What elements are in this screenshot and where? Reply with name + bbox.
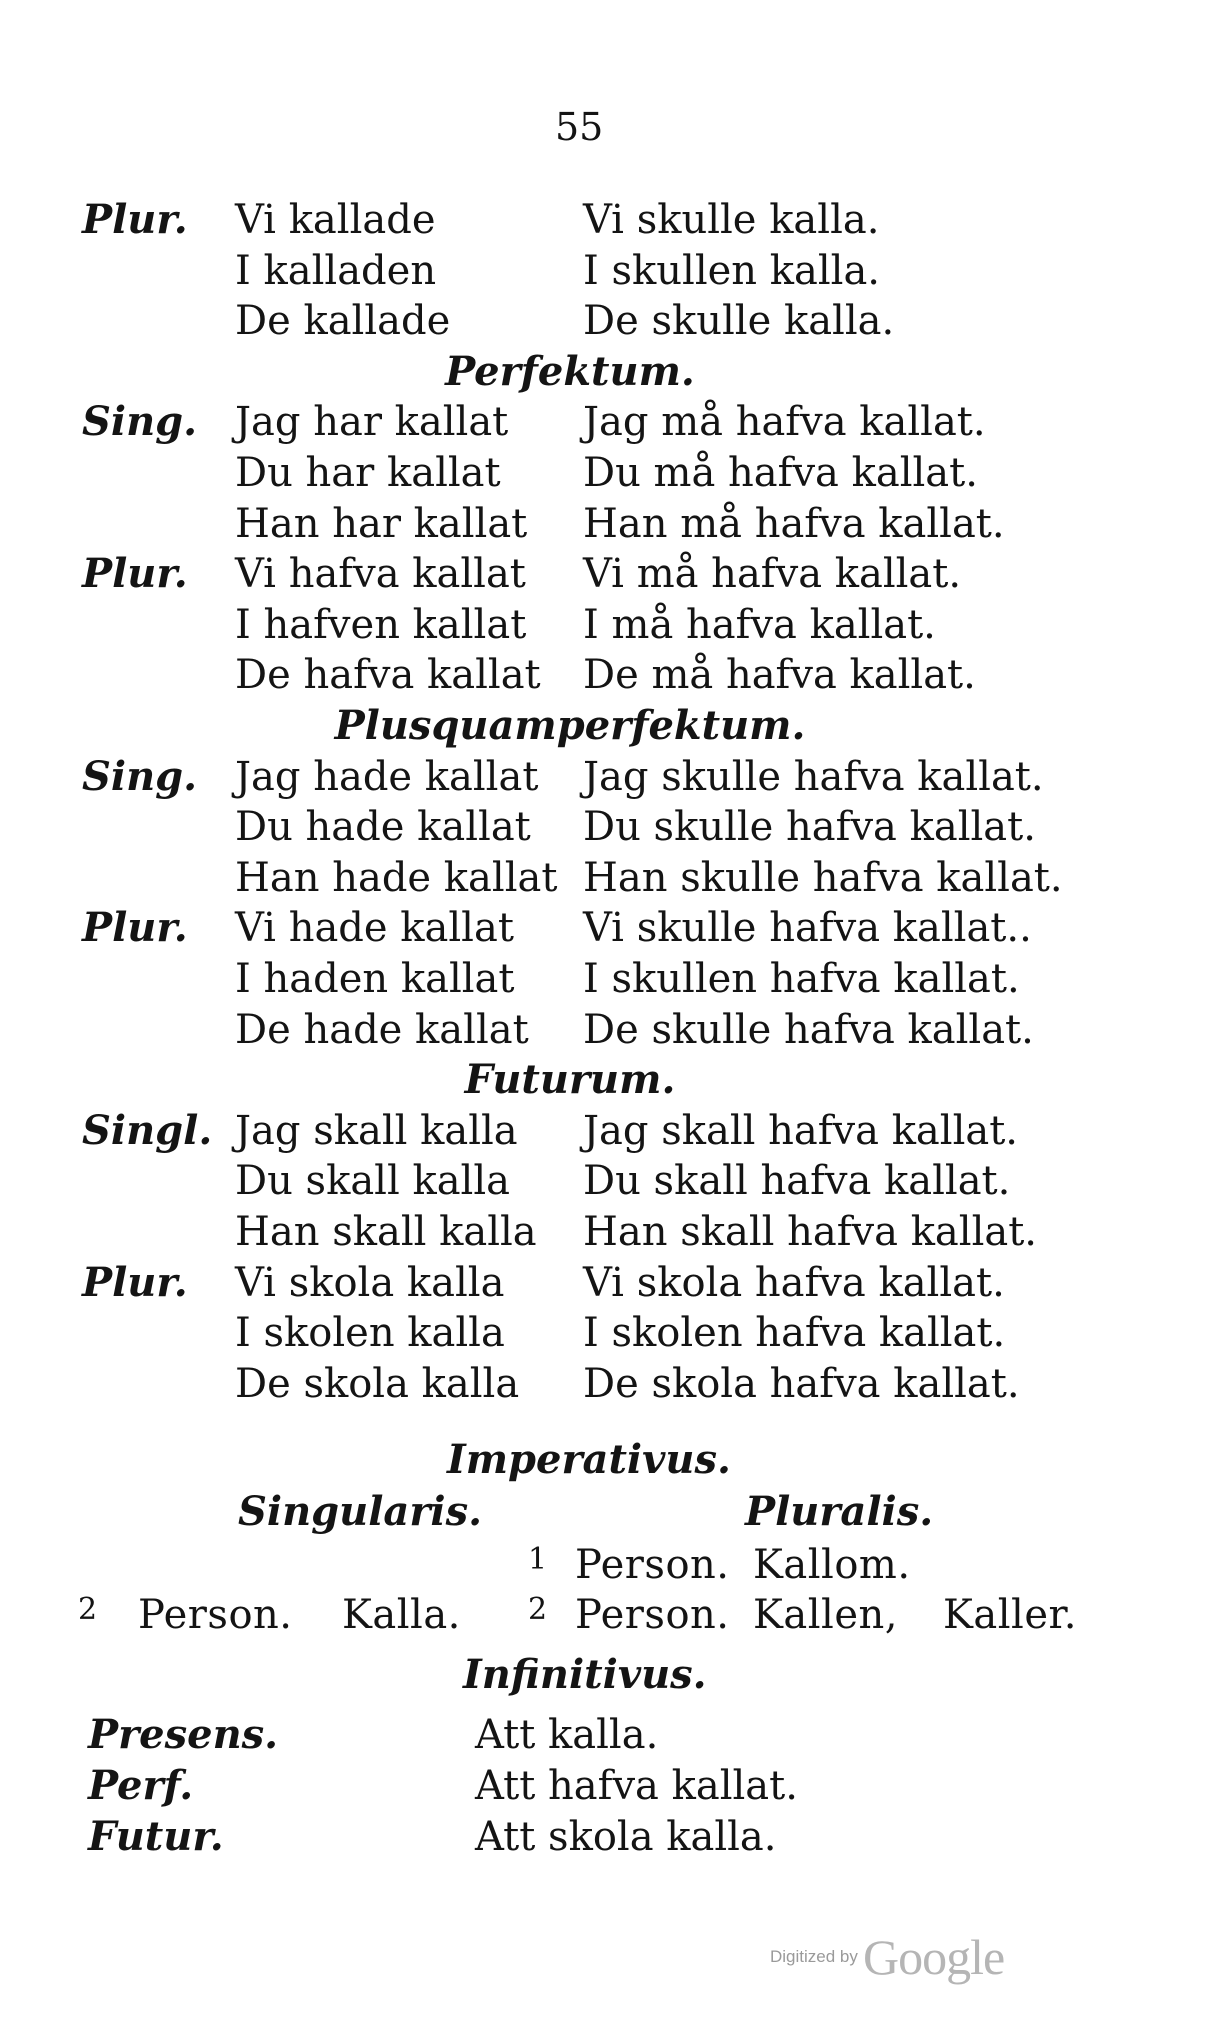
pluralis-heading: Pluralis. xyxy=(745,1488,934,1535)
tense-heading xyxy=(0,348,1222,402)
form-left: I haden kallat xyxy=(235,956,515,1002)
form-left: I kalladen xyxy=(235,248,437,294)
conjugation-row xyxy=(0,652,1222,705)
form-right: Du skall hafva kallat. xyxy=(583,1158,1011,1204)
form-left: Han skall kalla xyxy=(235,1209,537,1255)
conjugation-row xyxy=(0,804,1222,857)
conjugation-row xyxy=(0,1158,1222,1211)
infinitive-form: Att hafva kallat. xyxy=(475,1763,798,1809)
number-label: Plur. xyxy=(82,1259,188,1306)
infinitive-label: Perf. xyxy=(88,1762,194,1809)
tense-heading-text: Futurum. xyxy=(464,1056,676,1103)
form-left: Jag skall kalla xyxy=(235,1108,518,1154)
number-label: Plur. xyxy=(82,904,188,951)
form-right: Du skulle hafva kallat. xyxy=(583,804,1036,850)
conjugation-row xyxy=(0,398,1222,452)
form-left: Vi hafva kallat xyxy=(235,551,526,597)
form-left: Han hade kallat xyxy=(235,855,558,901)
form-right: Han skulle hafva kallat. xyxy=(583,855,1063,901)
watermark-small-text: Digitized by xyxy=(770,1947,858,1966)
tense-heading-text: Plusquamperfektum. xyxy=(334,702,806,749)
imperative-p1-form: Kallom. xyxy=(753,1542,911,1588)
page-number: 55 xyxy=(555,105,604,149)
imperative-pl-p2-number: 2 xyxy=(528,1592,548,1627)
form-right: I skullen hafva kallat. xyxy=(583,956,1020,1002)
form-right: I skullen kalla. xyxy=(583,248,881,294)
imperative-pl-p2-form: Kallen, xyxy=(753,1592,898,1638)
form-right: Jag skulle hafva kallat. xyxy=(583,754,1044,800)
conjugation-row xyxy=(0,1007,1222,1060)
form-left: De hade kallat xyxy=(235,1007,529,1053)
conjugation-row xyxy=(0,1361,1222,1414)
singularis-heading: Singularis. xyxy=(238,1488,483,1535)
infinitivus-heading: Infinitivus. xyxy=(463,1651,707,1698)
tense-heading-text: Perfektum. xyxy=(445,348,695,395)
form-left: Vi hade kallat xyxy=(235,905,514,951)
form-right: Vi må hafva kallat. xyxy=(583,551,962,597)
form-left: De hafva kallat xyxy=(235,652,541,698)
conjugation-row xyxy=(0,1107,1222,1161)
conjugation-row xyxy=(0,1259,1222,1313)
number-label: Plur. xyxy=(82,196,188,243)
conjugation-row xyxy=(0,855,1222,908)
form-left: Jag hade kallat xyxy=(235,754,539,800)
imperative-p1-number: 1 xyxy=(528,1542,548,1577)
form-right: Jag må hafva kallat. xyxy=(583,399,986,445)
form-left: Du hade kallat xyxy=(235,804,531,850)
infinitive-form: Att kalla. xyxy=(475,1712,659,1758)
tense-heading xyxy=(0,1056,1222,1110)
infinitive-label: Presens. xyxy=(88,1711,279,1758)
form-right: Vi skulle kalla. xyxy=(583,197,880,243)
imperative-p1-label: Person. xyxy=(575,1542,730,1588)
imperativus-heading: Imperativus. xyxy=(447,1436,731,1483)
infinitive-row xyxy=(0,1762,1222,1816)
conjugation-row xyxy=(0,298,1222,351)
form-left: I hafven kallat xyxy=(235,602,527,648)
form-right: Han må hafva kallat. xyxy=(583,501,1005,547)
form-left: Vi kallade xyxy=(235,197,436,243)
infinitive-label: Futur. xyxy=(88,1813,224,1860)
conjugation-row xyxy=(0,450,1222,503)
form-left: I skolen kalla xyxy=(235,1310,505,1356)
imperative-pl-p2-alt: Kaller. xyxy=(943,1592,1077,1638)
form-right: Vi skola hafva kallat. xyxy=(583,1260,1005,1306)
imperative-sg-p2-label: Person. xyxy=(138,1592,293,1638)
form-right: Du må hafva kallat. xyxy=(583,450,978,496)
conjugation-row xyxy=(0,753,1222,807)
form-left: Han har kallat xyxy=(235,501,528,547)
form-right: Vi skulle hafva kallat.. xyxy=(583,905,1032,951)
form-left: Vi skola kalla xyxy=(235,1260,505,1306)
infinitive-row xyxy=(0,1711,1222,1765)
form-left: De kallade xyxy=(235,298,451,344)
conjugation-row xyxy=(0,196,1222,250)
conjugation-row xyxy=(0,248,1222,301)
number-label: Sing. xyxy=(82,398,198,445)
form-right: I må hafva kallat. xyxy=(583,602,936,648)
form-right: De må hafva kallat. xyxy=(583,652,976,698)
form-right: Jag skall hafva kallat. xyxy=(583,1108,1018,1154)
infinitive-form: Att skola kalla. xyxy=(475,1814,777,1860)
conjugation-row xyxy=(0,550,1222,604)
conjugation-row xyxy=(0,501,1222,554)
conjugation-row xyxy=(0,904,1222,958)
number-label: Singl. xyxy=(82,1107,213,1154)
conjugation-row xyxy=(0,956,1222,1009)
form-right: Han skall hafva kallat. xyxy=(583,1209,1038,1255)
form-left: Du skall kalla xyxy=(235,1158,510,1204)
conjugation-row xyxy=(0,602,1222,655)
digitized-by-google-watermark xyxy=(770,1928,1004,1986)
form-left: De skola kalla xyxy=(235,1361,520,1407)
form-left: Jag har kallat xyxy=(235,399,509,445)
imperative-sg-p2-number: 2 xyxy=(78,1592,98,1627)
number-label: Plur. xyxy=(82,550,188,597)
form-right: De skola hafva kallat. xyxy=(583,1361,1020,1407)
form-right: De skulle kalla. xyxy=(583,298,895,344)
imperative-pl-p2-label: Person. xyxy=(575,1592,730,1638)
conjugation-row xyxy=(0,1209,1222,1262)
number-label: Sing. xyxy=(82,753,198,800)
form-left: Du har kallat xyxy=(235,450,501,496)
google-logo: Google xyxy=(862,1929,1005,1985)
infinitive-row xyxy=(0,1813,1222,1867)
conjugation-row xyxy=(0,1310,1222,1363)
tense-heading xyxy=(0,702,1222,756)
imperative-sg-p2-form: Kalla. xyxy=(342,1592,461,1638)
form-right: De skulle hafva kallat. xyxy=(583,1007,1034,1053)
form-right: I skolen hafva kallat. xyxy=(583,1310,1006,1356)
